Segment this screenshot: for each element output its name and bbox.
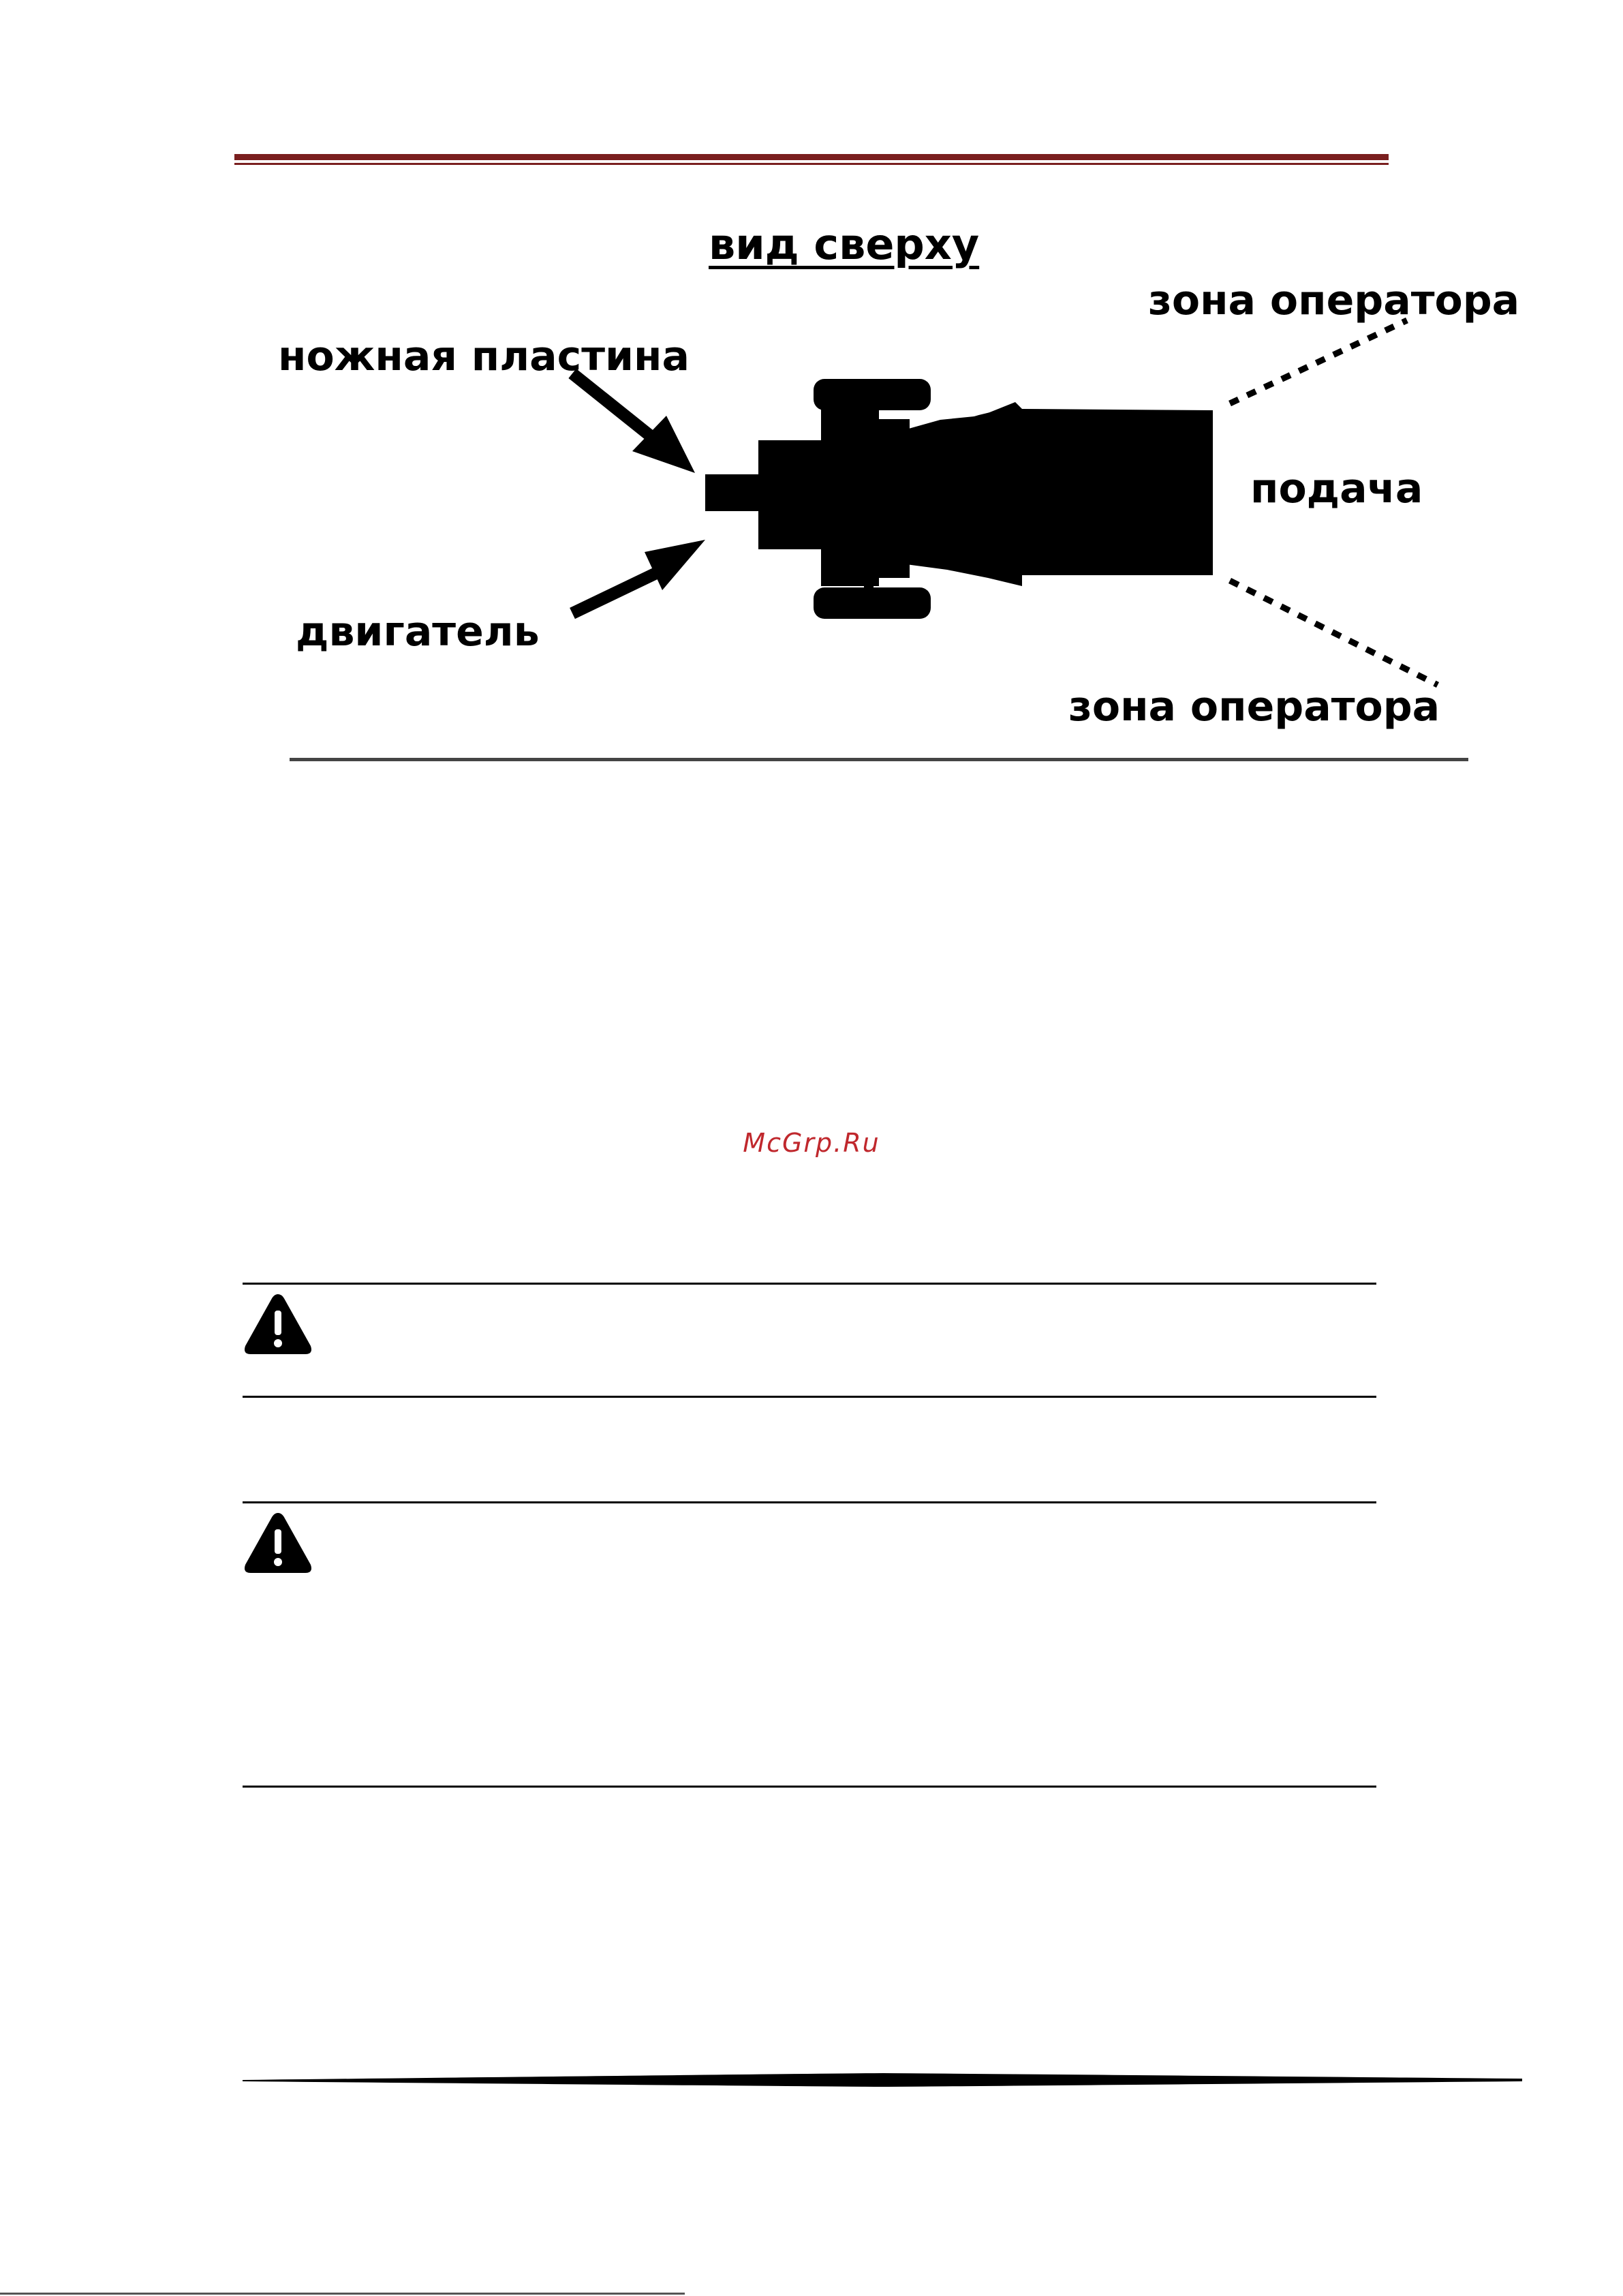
label-engine: двигатель xyxy=(296,608,540,656)
warning-box-2-top-rule xyxy=(243,1501,1376,1503)
header-rule xyxy=(234,154,1389,166)
diagram-title: вид сверху xyxy=(709,219,980,269)
label-operator-zone-top: зона оператора xyxy=(1148,277,1520,324)
page-bottom-edge xyxy=(0,2293,685,2295)
label-operator-zone-bottom: зона оператора xyxy=(1068,683,1440,731)
warning-icon xyxy=(243,1291,313,1357)
footer-rule xyxy=(243,2072,1522,2088)
warning-box-1-top-rule xyxy=(243,1283,1376,1285)
label-knife-plate: ножная пластина xyxy=(278,333,690,380)
label-feed: подача xyxy=(1250,465,1423,512)
warning-box-2-bottom-rule xyxy=(243,1786,1376,1788)
top-view-diagram xyxy=(204,204,1554,784)
warning-icon xyxy=(243,1510,313,1576)
watermark: McGrp.Ru xyxy=(743,1128,880,1158)
warning-box-1-bottom-rule xyxy=(243,1396,1376,1398)
